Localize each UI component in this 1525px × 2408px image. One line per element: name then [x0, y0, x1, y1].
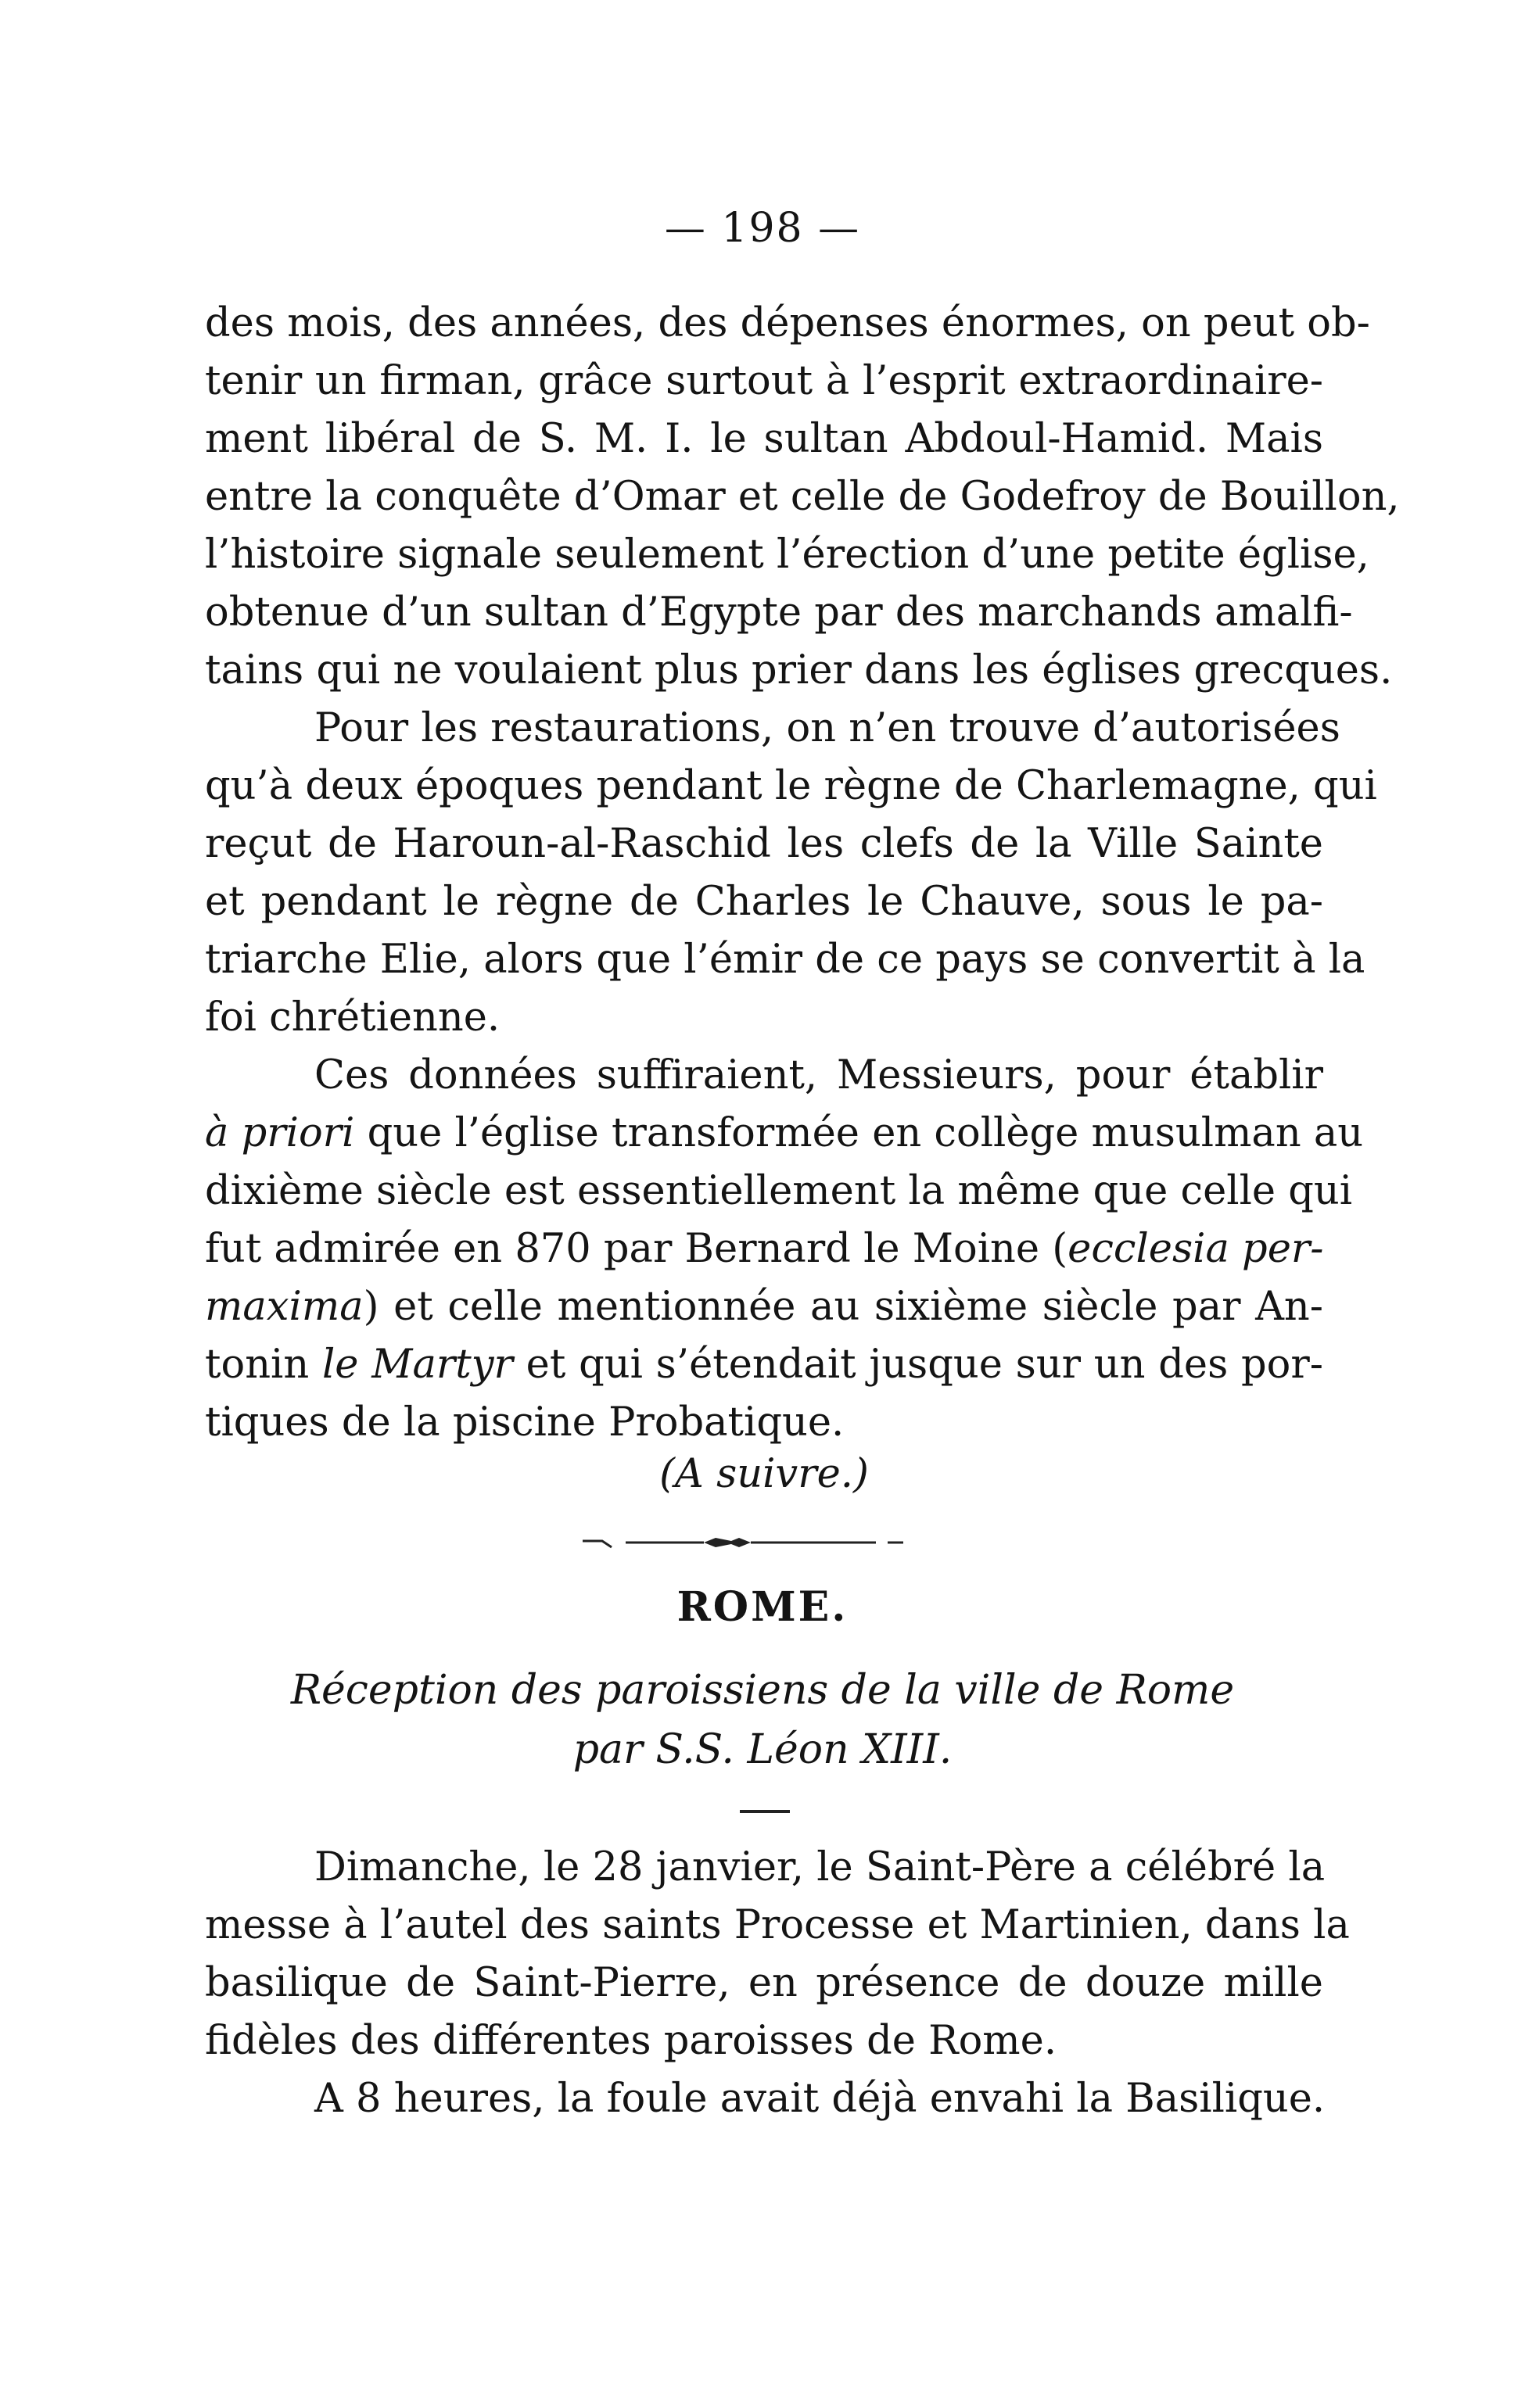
text-line	[205, 1279, 1323, 1335]
text-line: basilique de Saint-Pierre, en présence de douze mille	[205, 1960, 1323, 2006]
text-line: entre la conquête d’Omar et celle de Godefroy de Bouillon,	[205, 474, 1400, 520]
text-line	[205, 1221, 1323, 1277]
text-line: messe à l’autel des saints Processe et Martinien, dans la	[205, 1902, 1350, 1948]
short-rule	[740, 1810, 790, 1813]
text-span: tonin	[205, 1342, 322, 1388]
text-line	[205, 1337, 1323, 1393]
text-line: et pendant le règne de Charles le Chauve, sous le pa-	[205, 879, 1323, 925]
text-line: reçut de Haroun-al-Raschid les clefs de la Ville Sainte	[205, 821, 1323, 867]
text-line: ment libéral de S. M. I. le sultan Abdoul-Hamid. Mais	[205, 416, 1323, 462]
text-line: obtenue d’un sultan d’Egypte par des marchands amalfi-	[205, 589, 1353, 636]
subtitle-line: Réception des paroissiens de la ville de Rome	[290, 1667, 1235, 1714]
text-line: qu’à deux époques pendant le règne de Charlemagne, qui	[205, 763, 1377, 809]
text-span: que l’église transformée en collège musulman au	[354, 1110, 1364, 1156]
text-line: triarche Elie, alors que l’émir de ce pays se convertit à la	[205, 937, 1365, 983]
text-line: des mois, des années, des dépenses énormes, on peut ob-	[205, 300, 1370, 346]
text-span: fut admirée en 870 par Bernard le Moine (	[205, 1226, 1068, 1272]
text-line: Dimanche, le 28 janvier, le Saint-Père a célébré la	[314, 1844, 1326, 1890]
italic-phrase: ecclesia per-	[1068, 1226, 1324, 1272]
to-be-continued: (A suivre.)	[659, 1451, 869, 1497]
subtitle-line: par S.S. Léon XIII.	[572, 1726, 953, 1773]
text-line: Ces données suffiraient, Messieurs, pour établir	[314, 1052, 1323, 1098]
text-line: foi chrétienne.	[205, 994, 501, 1041]
text-line: Pour les restaurations, on n’en trouve d’autorisées	[314, 705, 1340, 751]
ornament-divider	[0, 1530, 1525, 1553]
text-line: tiques de la piscine Probatique.	[205, 1399, 845, 1446]
italic-phrase: le Martyr	[321, 1342, 513, 1388]
text-line: tenir un firman, grâce surtout à l’esprit extraordinaire-	[205, 358, 1323, 404]
section-title: ROME.	[676, 1583, 849, 1631]
text-line: tains qui ne voulaient plus prier dans les églises grecques.	[205, 647, 1393, 693]
page-number: — 198 —	[664, 205, 861, 252]
text-line	[205, 1105, 1364, 1162]
text-line: A 8 heures, la foule avait déjà envahi la Basilique.	[314, 2076, 1326, 2122]
text-line: dixième siècle est essentiellement la même que celle qui	[205, 1168, 1353, 1214]
italic-phrase: maxima	[205, 1284, 364, 1330]
text-span: ) et celle mentionnée au sixième siècle par An-	[363, 1284, 1323, 1330]
italic-phrase: à priori	[205, 1110, 355, 1156]
text-span: et qui s’étendait jusque sur un des por-	[512, 1342, 1323, 1388]
text-line: fidèles des différentes paroisses de Rome.	[205, 2018, 1057, 2064]
text-line: l’histoire signale seulement l’érection d’une petite église,	[205, 532, 1369, 578]
